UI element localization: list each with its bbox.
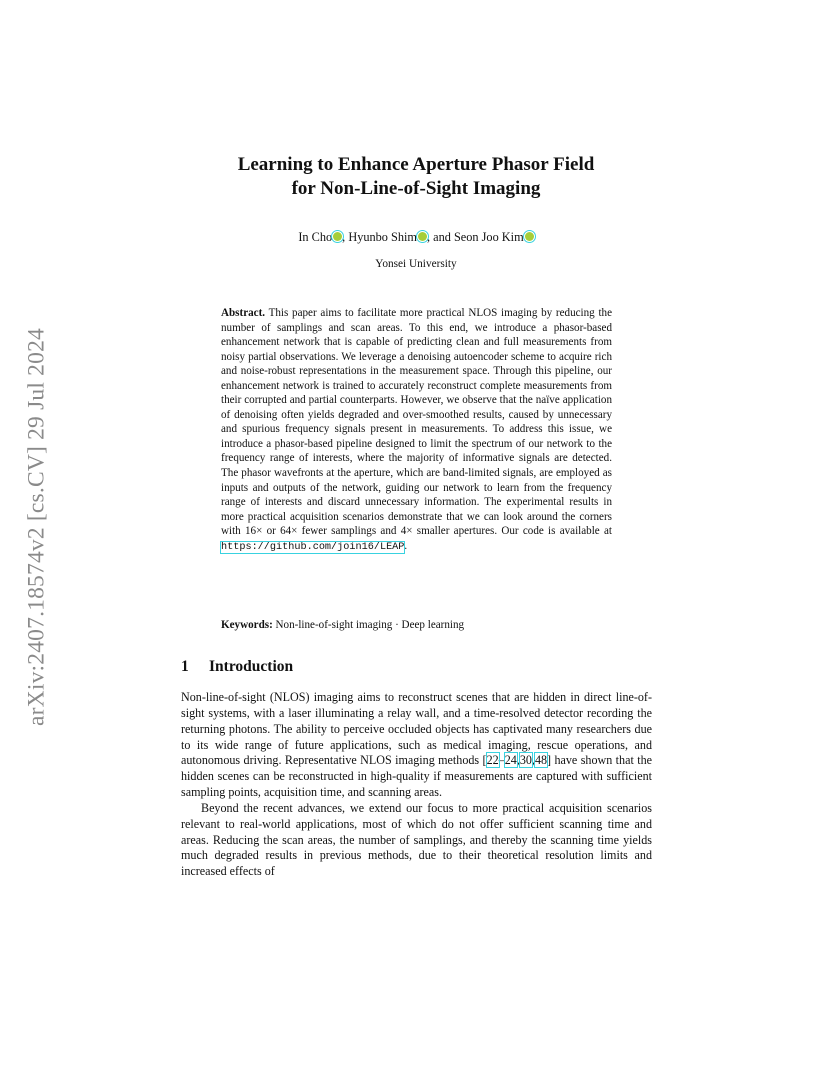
arxiv-identifier-stamp: arXiv:2407.18574v2 [cs.CV] 29 Jul 2024	[23, 328, 50, 726]
paragraph-text: ] have shown that the hidden scenes can be reconstructed in high-quality if measurements are captured with sufficient sampling points, acquisition time, and scanning areas.	[181, 753, 652, 800]
paragraph-text: Non-line-of-sight (NLOS) imaging aims to reconstruct scenes that are hidden in direct line-of-sight systems, with a laser illuminating a relay wall, and a time-resolved detector recording the returning photons. The ability to perceive occluded objects has captivated many researchers due to its wide range of future applications, such as medical imaging, rescue operations, and autonomous driving. Representative NLOS imaging methods [	[181, 690, 652, 768]
citation-link[interactable]: 24	[504, 753, 517, 768]
title-line-2: for Non-Line-of-Sight Imaging	[291, 178, 541, 199]
abstract	[221, 306, 612, 555]
paragraph: Beyond the recent advances, we extend our focus to more practical acquisition scenarios relevant to real-world applications, most of which do not offer sufficient scanning time and areas. Reducing the scan areas, the number of samplings, and thereby the scanning time yields much degraded results in previous methods, due to their theoretical resolution limits and increased effects of	[181, 800, 652, 879]
author-name: In Cho	[298, 230, 333, 244]
orcid-icon[interactable]	[333, 232, 342, 241]
abstract-text: This paper aims to facilitate more practical NLOS imaging by reducing the number of samplings and scan areas. To this end, we introduce a phasor-based enhancement network that is capable of predicting clean and full measurements from noisy partial observations. We leverage a denoising autoencoder scheme to acquire rich and noise-robust representations in the measurement space. Through this pipeline, our enhancement network is trained to accurately reconstruct complete measurements from their corrupted and partial counterparts. However, we observe that the naïve application of denoising often yields degraded and over-smoothed results, caused by unnecessary and spurious frequency signals present in measurements. To address this issue, we introduce a phasor-based pipeline designed to limit the spectrum of our network to the frequency range of interests, where the majority of informative signals are detected. The phasor wavefronts at the aperture, which are band-limited signals, are employed as inputs and outputs of the network, guiding our network to learn from the frequency range of interests and discard unnecessary information. The experimental results in more practical acquisition scenarios demonstrate that we can look around the corners with 16× or 64× fewer samplings and 4× smaller apertures. Our code is available at	[221, 307, 613, 538]
abstract-label: Abstract.	[221, 307, 266, 319]
paper-title	[150, 153, 682, 201]
author-separator: , and	[426, 230, 454, 244]
section-title: Introduction	[209, 658, 294, 675]
code-link[interactable]: https://github.com/join16/LEAP	[221, 541, 405, 553]
author-name: Seon Joo Kim	[453, 230, 524, 244]
affiliation: Yonsei University	[375, 258, 457, 270]
introduction-body	[181, 690, 652, 880]
citation-link[interactable]: 48	[534, 753, 548, 768]
author-name: Hyunbo Shim	[348, 230, 417, 244]
section-heading	[181, 658, 293, 676]
keywords	[221, 619, 612, 631]
section-number: 1	[181, 658, 189, 675]
paragraph	[181, 690, 652, 801]
citation-separator: ,	[516, 753, 520, 768]
abstract-tail: .	[404, 539, 408, 552]
author-list	[150, 229, 682, 245]
author-separator: ,	[342, 230, 349, 244]
orcid-icon[interactable]	[418, 232, 427, 241]
citation-separator: ,	[531, 753, 535, 768]
keywords-label: Keywords:	[221, 619, 273, 631]
citation-link[interactable]: 30	[519, 753, 532, 768]
title-line-1: Learning to Enhance Aperture Phasor Field	[237, 154, 595, 175]
keywords-text: Non-line-of-sight imaging · Deep learning	[275, 619, 465, 631]
citation-link[interactable]: 22	[486, 753, 499, 768]
orcid-icon[interactable]	[525, 232, 534, 241]
citation-separator: –	[498, 753, 505, 768]
